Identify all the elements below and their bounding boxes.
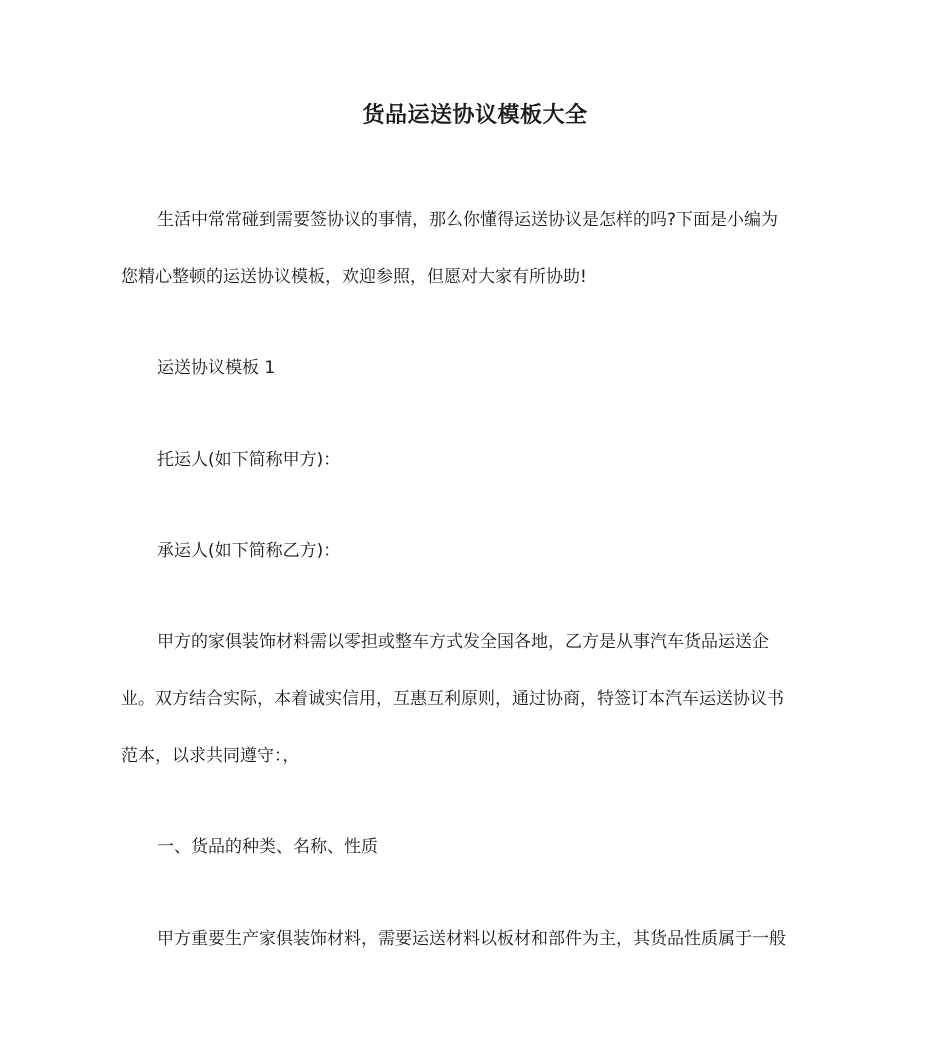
goods-paragraph-line-1: 甲方重要生产家俱装饰材料，需要运送材料以板材和部件为主，其货品性质属于一般 [157, 929, 786, 949]
intro-paragraph-line-2: 您精心整顿的运送协议模板，欢迎参照，但愿对大家有所协助! [121, 267, 587, 287]
document-title: 货品运送协议模板大全 [362, 103, 588, 128]
section-heading-goods-type: 一、货品的种类、名称、性质 [157, 837, 378, 857]
carrier-field-label: 承运人(如下简称乙方)： [157, 541, 341, 561]
agreement-paragraph-line-3: 范本，以求共同遵守：， [121, 746, 300, 766]
section-heading-template-1: 运送协议模板 1 [157, 358, 276, 378]
shipper-field-label: 托运人(如下简称甲方)： [157, 450, 341, 470]
agreement-paragraph-line-1: 甲方的家俱装饰材料需以零担或整车方式发全国各地，乙方是从事汽车货品运送企 [157, 632, 769, 652]
intro-paragraph-line-1: 生活中常常碰到需要签协议的事情，那么你懂得运送协议是怎样的吗?下面是小编为 [157, 210, 779, 230]
agreement-paragraph-line-2: 业。双方结合实际，本着诚实信用，互惠互利原则，通过协商，特签订本汽车运送协议书 [121, 689, 784, 709]
